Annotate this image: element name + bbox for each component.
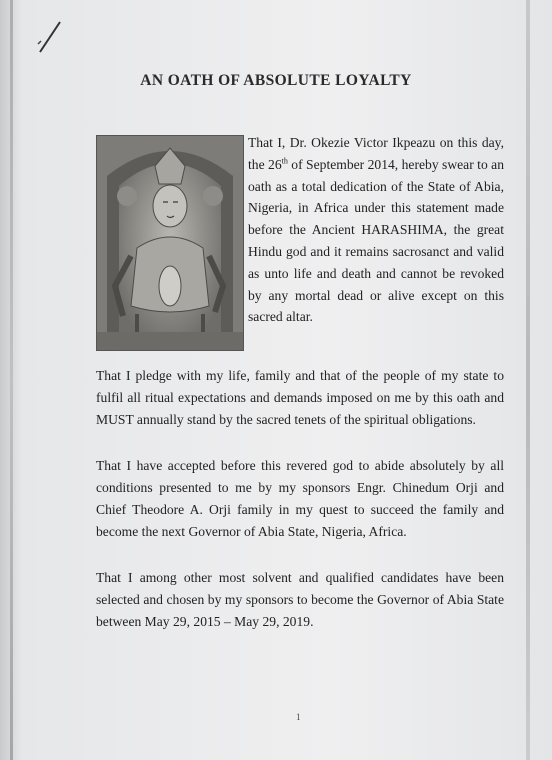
deity-statue-image: [96, 135, 244, 351]
pledge-paragraph: That I pledge with my life, family and that of the people of my state to fulfil all ritual expectations and demands imposed on me by this oath and MUST annually stand by the sacred tenets of the spiritual obligations.: [96, 368, 504, 427]
intro-paragraph: [248, 132, 504, 328]
page-number: 1: [296, 712, 301, 722]
acceptance-paragraph: That I have accepted before this revered god to abide absolutely by all conditions presented to me by my sponsors Engr. Chinedum Orji and Chief Theodore A. Orji family in my quest to succeed the family and become the next Governor of Abia State, Nigeria, Africa.: [96, 458, 504, 539]
intro-text-part: of September 2014, hereby swear to an oath as a total dedication of the State of Abia, Nigeria, in Africa under this statement made before the Ancient HARASHIMA, the great Hindu god and it remains sacrosanct and valid as unto life and death and cannot be revoked by any mortal dead or alive except on this sacred altar.: [248, 156, 505, 325]
document-title: AN OATH OF ABSOLUTE LOYALTY: [140, 72, 412, 89]
pen-mark-icon: [34, 20, 64, 54]
intro-text-part: That I, Dr. Okezie Victor Ikpeazu on this day, the 26: [248, 135, 504, 172]
selection-paragraph: That I among other most solvent and qualified candidates have been selected and chosen by my sponsors to become the Governor of Abia State between May 29, 2015 – May 29, 2019.: [96, 570, 504, 629]
page-right-edge-shadow: [526, 0, 530, 760]
page-left-edge-shadow: [10, 0, 13, 760]
date-ordinal-suffix: th: [281, 156, 288, 166]
